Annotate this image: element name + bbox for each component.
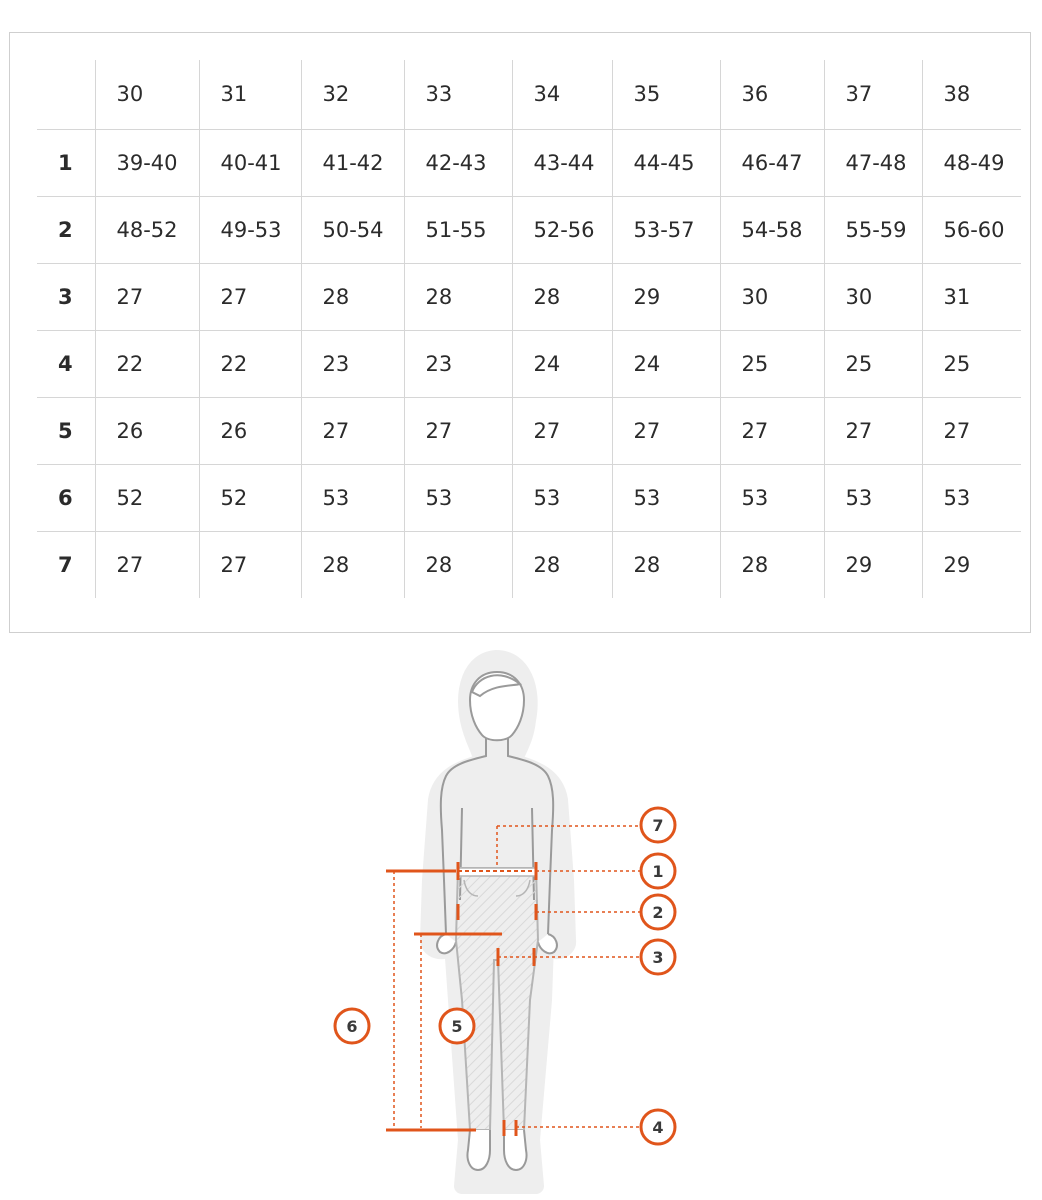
table-cell: 46-47	[720, 129, 824, 196]
table-cell: 39-40	[95, 129, 199, 196]
body-measurement-diagram	[0, 650, 1042, 1200]
table-cell: 27	[512, 397, 612, 464]
svg-text:1: 1	[652, 862, 664, 881]
marker-7	[641, 808, 675, 842]
table-cell: 54-58	[720, 196, 824, 263]
table-row	[37, 129, 1021, 196]
table-cell: 23	[404, 330, 512, 397]
row-label: 6	[37, 464, 95, 531]
table-cell: 48-49	[922, 129, 1021, 196]
table-cell: 41-42	[301, 129, 404, 196]
table-cell: 52	[95, 464, 199, 531]
table-cell: 53	[922, 464, 1021, 531]
table-cell: 27	[612, 397, 720, 464]
table-cell: 28	[404, 263, 512, 330]
table-cell: 27	[720, 397, 824, 464]
table-cell: 27	[95, 531, 199, 598]
table-row	[37, 531, 1021, 598]
table-cell: 28	[301, 531, 404, 598]
table-cell: 23	[301, 330, 404, 397]
table-cell: 27	[301, 397, 404, 464]
row-label: 3	[37, 263, 95, 330]
table-cell: 27	[199, 263, 301, 330]
table-cell: 25	[720, 330, 824, 397]
table-cell: 28	[301, 263, 404, 330]
table-cell: 22	[199, 330, 301, 397]
size-header: 37	[824, 60, 922, 129]
svg-text:7: 7	[652, 816, 664, 835]
table-cell: 53	[301, 464, 404, 531]
table-row	[37, 196, 1021, 263]
size-chart-card	[9, 32, 1031, 633]
table-cell: 28	[512, 263, 612, 330]
table-cell: 50-54	[301, 196, 404, 263]
marker-4	[641, 1110, 675, 1144]
size-header: 30	[95, 60, 199, 129]
table-cell: 53	[612, 464, 720, 531]
table-cell: 55-59	[824, 196, 922, 263]
size-table	[37, 60, 1021, 598]
table-row	[37, 397, 1021, 464]
table-cell: 47-48	[824, 129, 922, 196]
table-cell: 52-56	[512, 196, 612, 263]
table-cell: 53	[512, 464, 612, 531]
table-cell: 28	[404, 531, 512, 598]
table-cell: 27	[199, 531, 301, 598]
size-header: 33	[404, 60, 512, 129]
table-cell: 49-53	[199, 196, 301, 263]
svg-text:5: 5	[451, 1017, 463, 1036]
size-header: 38	[922, 60, 1021, 129]
table-cell: 53-57	[612, 196, 720, 263]
size-header: 31	[199, 60, 301, 129]
table-cell: 53	[824, 464, 922, 531]
table-cell: 27	[404, 397, 512, 464]
row-label: 2	[37, 196, 95, 263]
table-cell: 29	[612, 263, 720, 330]
table-cell: 53	[720, 464, 824, 531]
table-cell: 53	[404, 464, 512, 531]
table-cell: 27	[95, 263, 199, 330]
table-cell: 28	[512, 531, 612, 598]
table-cell: 27	[922, 397, 1021, 464]
table-cell: 56-60	[922, 196, 1021, 263]
table-row	[37, 330, 1021, 397]
size-header: 36	[720, 60, 824, 129]
svg-text:4: 4	[652, 1118, 664, 1137]
table-cell: 26	[199, 397, 301, 464]
marker-5	[440, 1009, 474, 1043]
corner-cell	[37, 60, 95, 129]
table-cell: 26	[95, 397, 199, 464]
row-label: 5	[37, 397, 95, 464]
table-cell: 40-41	[199, 129, 301, 196]
table-cell: 29	[824, 531, 922, 598]
table-cell: 30	[824, 263, 922, 330]
marker-6	[335, 1009, 369, 1043]
table-cell: 44-45	[612, 129, 720, 196]
svg-text:6: 6	[346, 1017, 358, 1036]
svg-text:3: 3	[652, 948, 664, 967]
table-cell: 27	[824, 397, 922, 464]
table-row	[37, 263, 1021, 330]
table-cell: 30	[720, 263, 824, 330]
size-header: 35	[612, 60, 720, 129]
marker-3	[641, 940, 675, 974]
row-label: 4	[37, 330, 95, 397]
row-label: 1	[37, 129, 95, 196]
size-header: 32	[301, 60, 404, 129]
table-cell: 28	[720, 531, 824, 598]
marker-2	[641, 895, 675, 929]
table-cell: 31	[922, 263, 1021, 330]
table-cell: 24	[612, 330, 720, 397]
table-cell: 25	[922, 330, 1021, 397]
table-row	[37, 464, 1021, 531]
body-silhouette	[428, 658, 568, 1186]
table-cell: 25	[824, 330, 922, 397]
table-cell: 51-55	[404, 196, 512, 263]
table-cell: 29	[922, 531, 1021, 598]
table-cell: 48-52	[95, 196, 199, 263]
table-cell: 52	[199, 464, 301, 531]
table-cell: 42-43	[404, 129, 512, 196]
svg-text:2: 2	[652, 903, 664, 922]
row-label: 7	[37, 531, 95, 598]
table-cell: 22	[95, 330, 199, 397]
header-row	[37, 60, 1021, 129]
table-cell: 28	[612, 531, 720, 598]
size-header: 34	[512, 60, 612, 129]
table-cell: 24	[512, 330, 612, 397]
marker-1	[641, 854, 675, 888]
table-cell: 43-44	[512, 129, 612, 196]
